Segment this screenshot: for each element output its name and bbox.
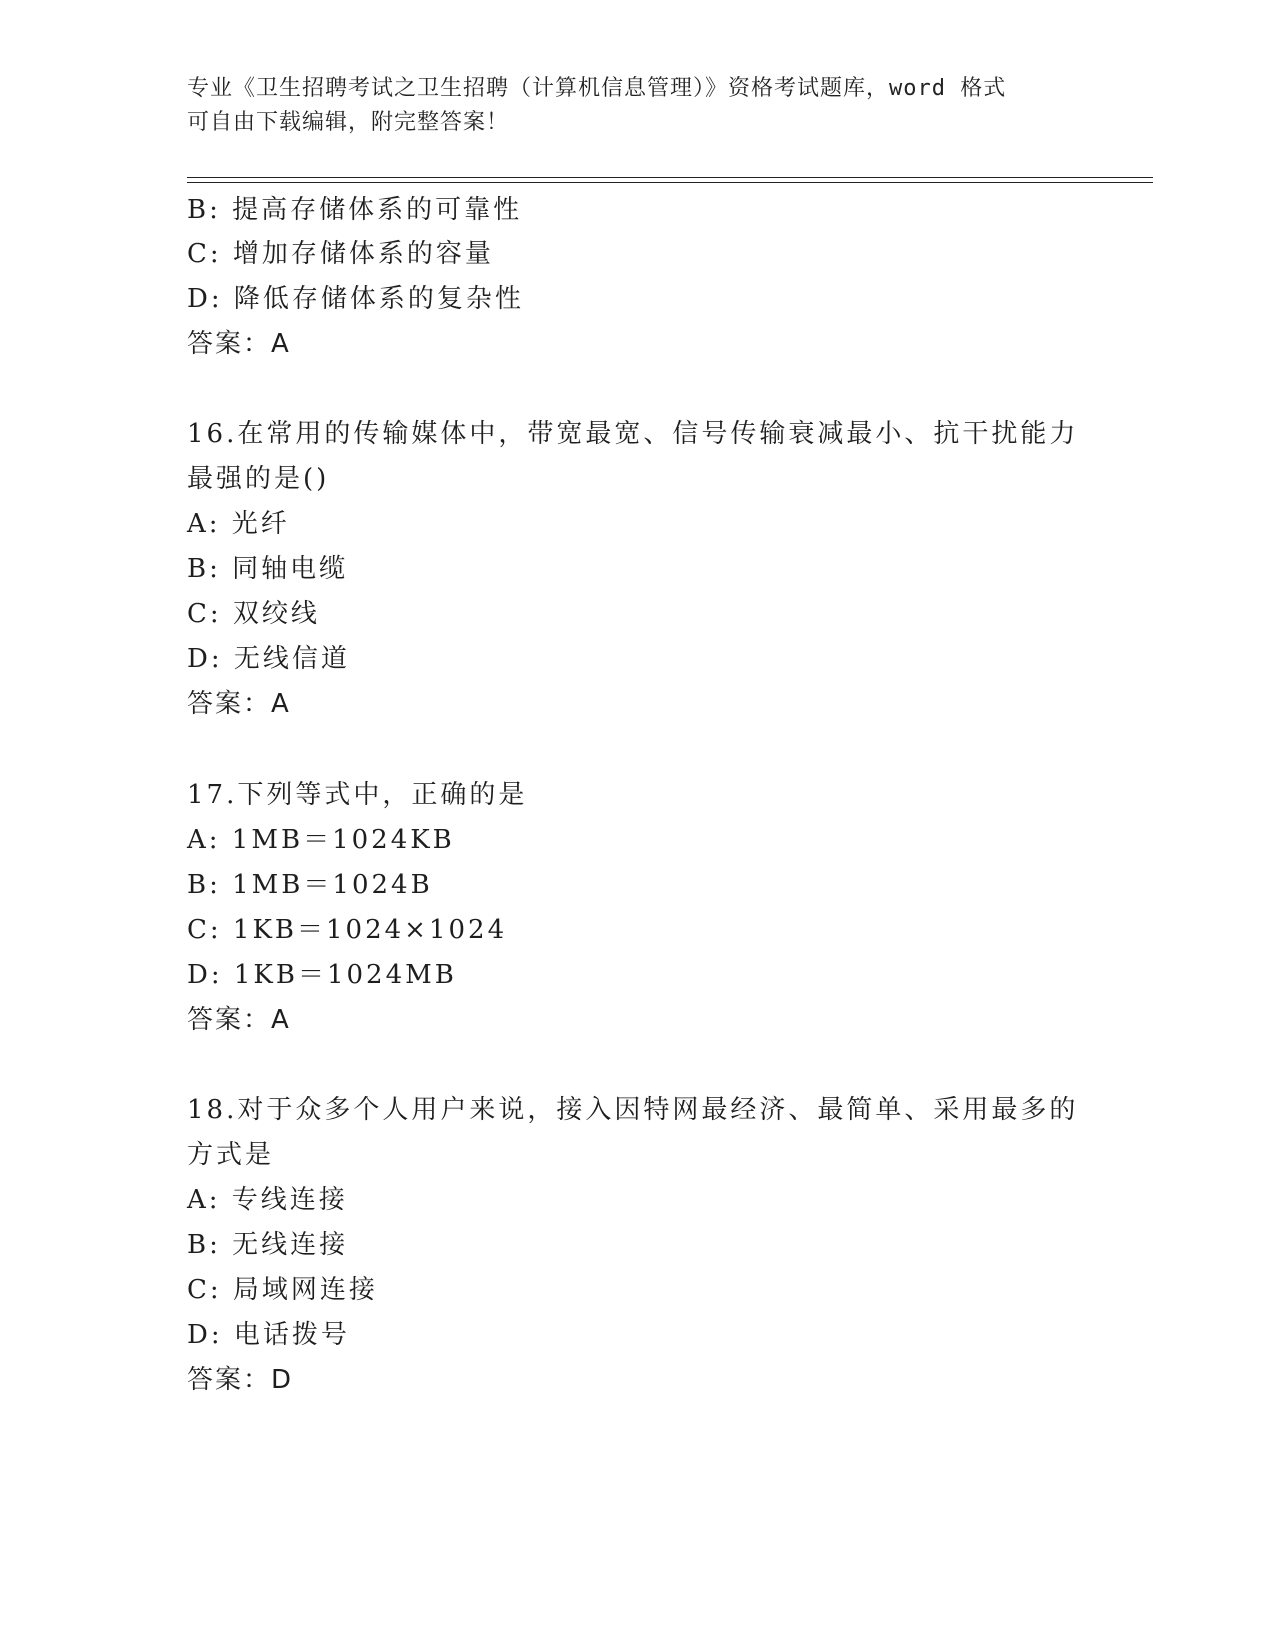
q15-option-d: D: 降低存储体系的复杂性 (187, 284, 524, 314)
header-line-1: 专业《卫生招聘考试之卫生招聘（计算机信息管理）》资格考试题库，word 格式 (187, 76, 1007, 101)
q15-option-c: C: 增加存储体系的容量 (187, 239, 494, 269)
q16-stem-line-2: 最强的是() (187, 464, 330, 494)
q17-option-d: D: 1KB＝1024MB (187, 960, 457, 990)
document-header (187, 72, 1087, 140)
q18-answer: 答案：D (187, 1365, 294, 1395)
q18-stem-line-2: 方式是 (187, 1140, 275, 1170)
q18-option-b: B: 无线连接 (187, 1230, 349, 1260)
q17-answer: 答案：A (187, 1005, 291, 1035)
q17-stem-line-1: 17.下列等式中，正确的是 (187, 780, 528, 810)
q15-answer: 答案：A (187, 329, 291, 359)
q15-option-b: B: 提高存储体系的可靠性 (187, 195, 523, 225)
q16-option-c: C: 双绞线 (187, 599, 320, 629)
header-line-2: 可自由下载编辑，附完整答案！ (187, 110, 510, 135)
q18-option-d: D: 电话拨号 (187, 1320, 350, 1350)
q16-option-d: D: 无线信道 (187, 644, 350, 674)
q17-option-a: A: 1MB＝1024KB (187, 825, 455, 855)
q18-stem-line-1: 18.对于众多个人用户来说，接入因特网最经济、最简单、采用最多的 (187, 1095, 1079, 1125)
header-divider-top (187, 177, 1153, 178)
q17-option-c: C: 1KB＝1024×1024 (187, 915, 508, 945)
q16-stem-line-1: 16.在常用的传输媒体中，带宽最宽、信号传输衰减最小、抗干扰能力 (187, 419, 1079, 449)
header-divider-bottom (187, 182, 1153, 183)
q16-answer: 答案：A (187, 689, 291, 719)
q18-option-c: C: 局域网连接 (187, 1275, 378, 1305)
q16-option-b: B: 同轴电缆 (187, 554, 349, 584)
q18-option-a: A: 专线连接 (187, 1185, 348, 1215)
q17-option-b: B: 1MB＝1024B (187, 870, 433, 900)
q16-option-a: A: 光纤 (187, 509, 290, 539)
